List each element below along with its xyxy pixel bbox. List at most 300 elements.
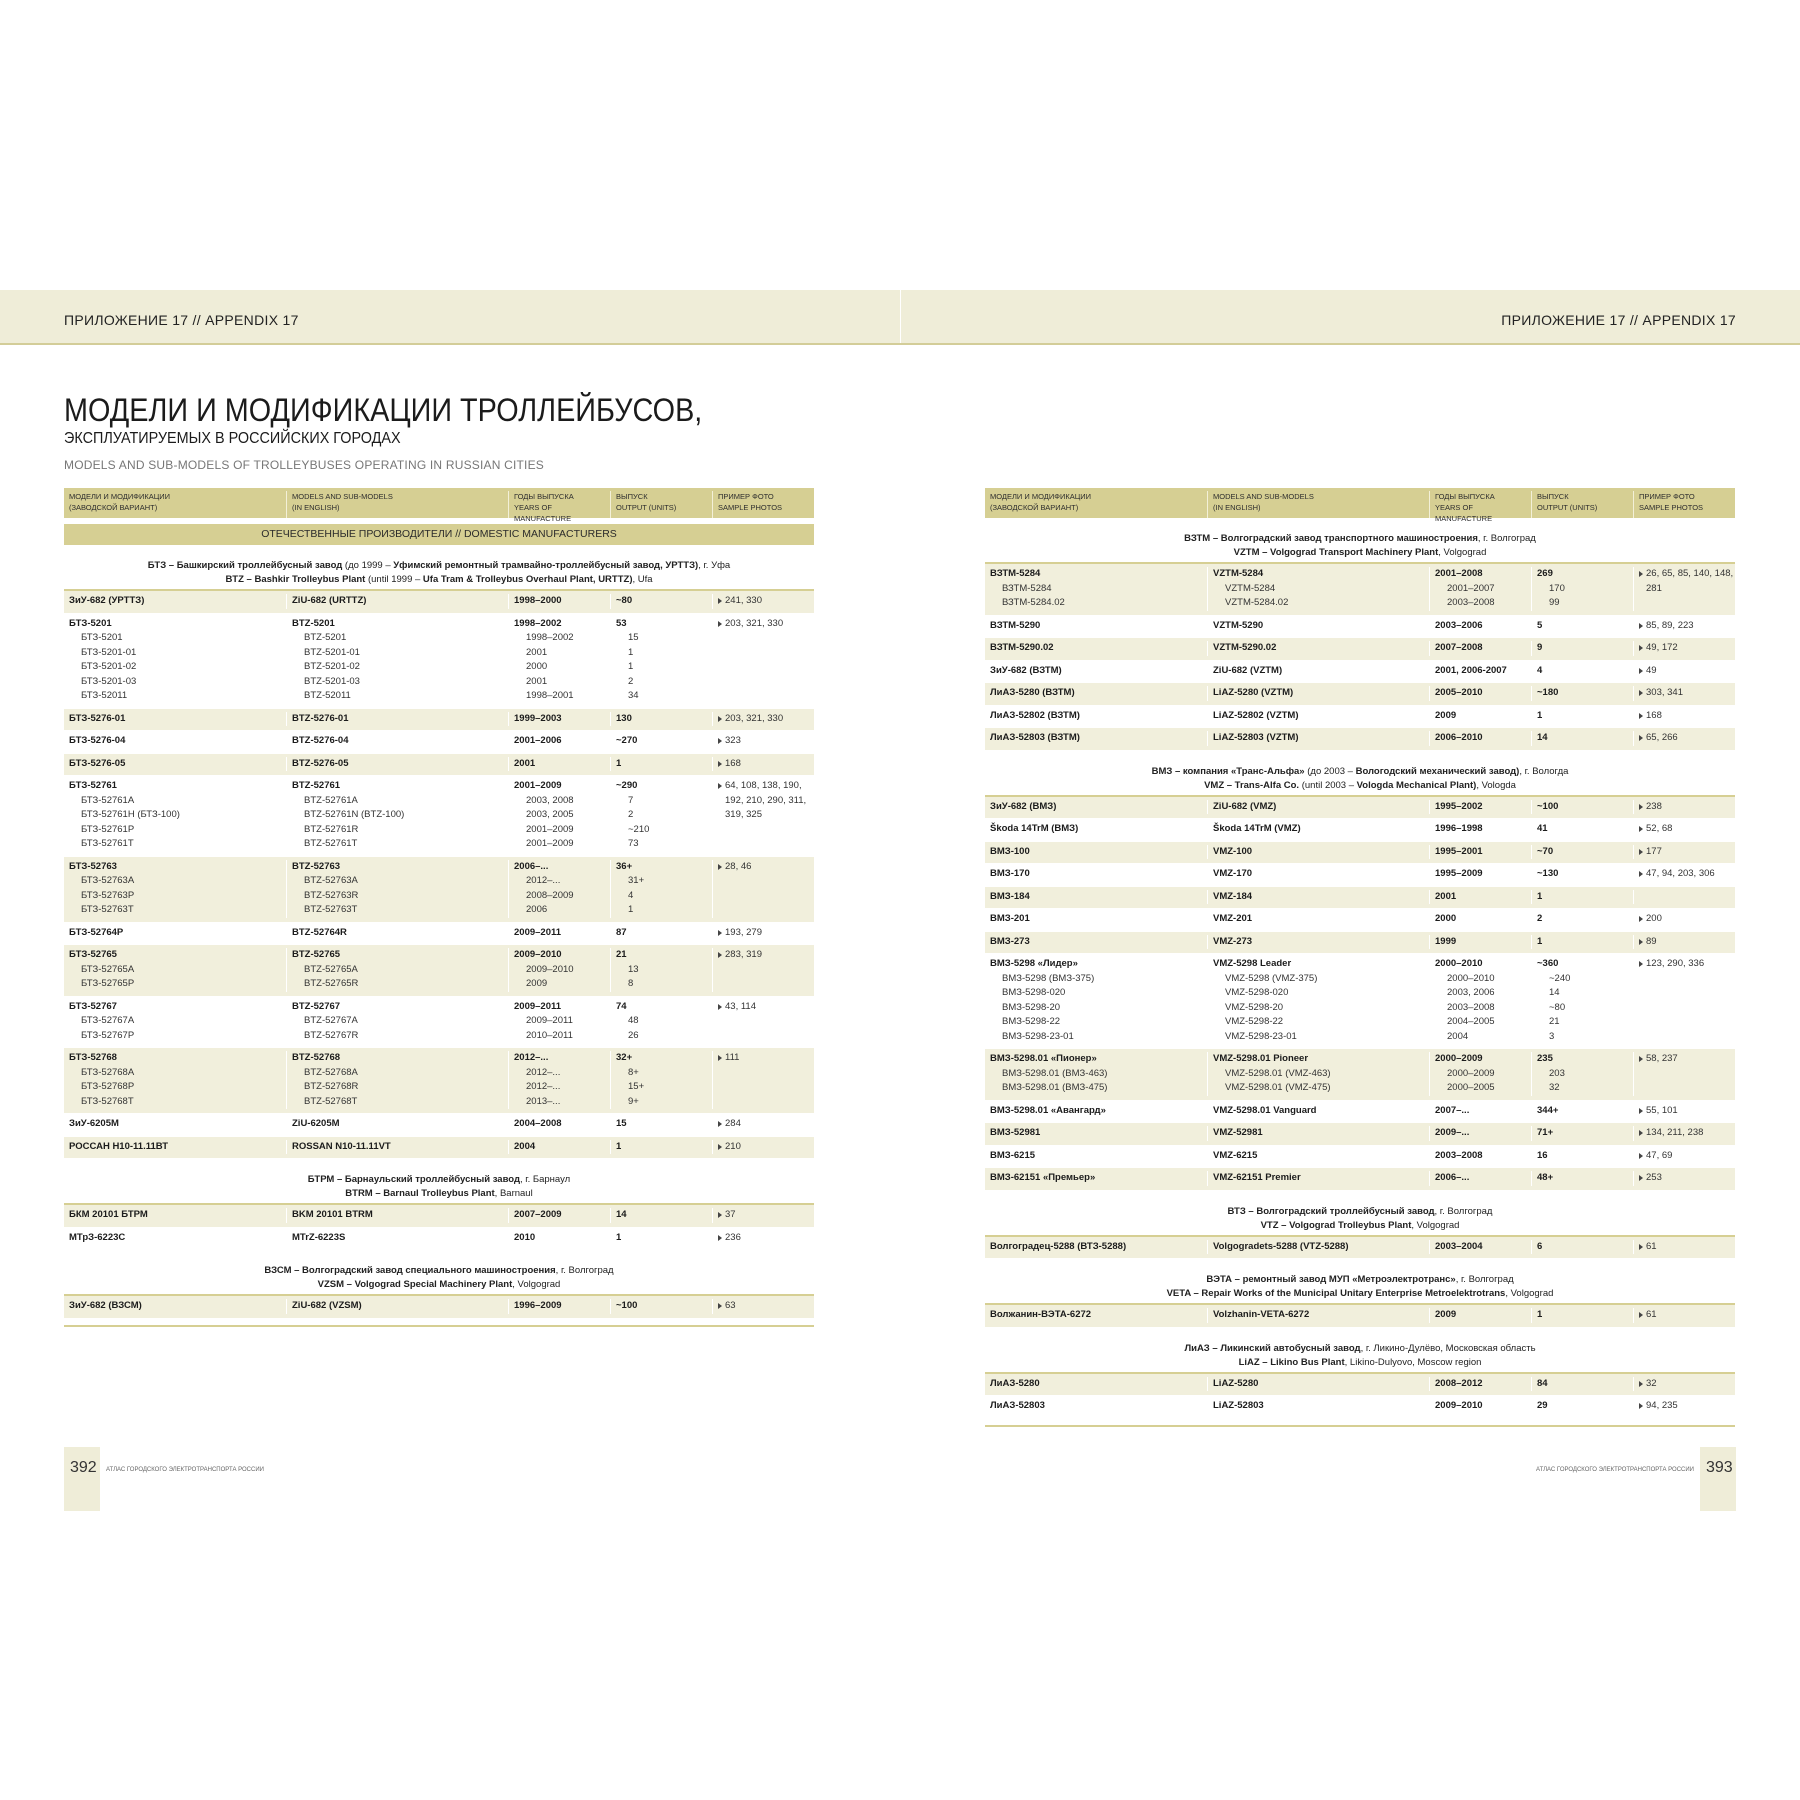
- sample-photos: 89: [1639, 935, 1735, 950]
- cell-years: [508, 1299, 610, 1314]
- cell-model-en: [1207, 845, 1429, 860]
- cell-photos: [1633, 709, 1735, 724]
- cell-model-ru: [985, 1240, 1207, 1255]
- cell-output: [610, 1208, 712, 1223]
- years: 2006–...: [514, 860, 549, 872]
- manufacturer-en-bold: VMZ – Trans-Alfa Co.: [1204, 779, 1300, 791]
- cell-years: [508, 1051, 610, 1109]
- submodel-years: 2001–2009: [526, 838, 574, 849]
- cell-years: [1429, 845, 1531, 860]
- submodel-en: BTZ-52765A: [304, 963, 358, 975]
- manufacturer-name-ru: [985, 1205, 1735, 1219]
- cell-output: [1531, 890, 1633, 905]
- submodel-ru: БТЗ-52765А: [81, 963, 135, 975]
- cell-years: [1429, 1104, 1531, 1119]
- cell-model-ru: [64, 594, 286, 609]
- manufacturer-ru-bold: ВЗСМ – Волгоградский завод специального машиностроения: [264, 1265, 556, 1276]
- cell-model-ru: [985, 890, 1207, 905]
- cell-photos: [1633, 686, 1735, 701]
- sample-photos: 203, 321, 330: [718, 617, 814, 632]
- manufacturer-name-ru: [985, 765, 1735, 779]
- submodel-years: 2010–2011: [526, 1029, 573, 1041]
- cell-output: [1531, 567, 1633, 611]
- submodel-output: 13: [628, 963, 639, 975]
- submodel-years: 2009: [526, 978, 548, 989]
- cell-photos: [1633, 845, 1735, 860]
- cell-years: [1429, 664, 1531, 679]
- cell-model-en: [1207, 1240, 1429, 1255]
- cell-output: [1531, 1052, 1633, 1096]
- submodel-ru: БТЗ-52761Н (БТЗ-100): [81, 809, 180, 820]
- manufacturer-ru-city: , г. Барнаул: [520, 1174, 571, 1185]
- model-en: MTrZ-6223S: [292, 1231, 346, 1243]
- cell-output: [610, 1000, 712, 1044]
- manufacturer-ru-city: , г. Волгоград: [1455, 1274, 1514, 1285]
- model-ru: ВМЗ-52981: [990, 1127, 1041, 1138]
- cell-years: [1429, 935, 1531, 950]
- years: 2001, 2006-2007: [1435, 664, 1507, 676]
- sample-photos: 65, 266: [1639, 731, 1735, 746]
- submodel-years: 2003, 2006: [1447, 987, 1495, 998]
- cell-photos: [1633, 1377, 1735, 1392]
- cell-output: [1531, 641, 1633, 656]
- cell-output: [1531, 935, 1633, 950]
- model-en: VMZ-100: [1213, 845, 1253, 857]
- col-photos-ru: ПРИМЕР ФОТО: [718, 492, 774, 501]
- table-row: [64, 754, 814, 777]
- cell-photos: [712, 1208, 814, 1223]
- output: ~100: [1537, 800, 1559, 812]
- page-subtitle-english: MODELS AND SUB-MODELS OF TROLLEYBUSES OPERATING IN RUSSIAN CITIES: [64, 458, 544, 472]
- cell-output: [1531, 686, 1633, 701]
- model-ru: ВМЗ-5298.01 «Пионер»: [990, 1053, 1097, 1064]
- table-row: [64, 731, 814, 754]
- submodel-output: 73: [628, 838, 639, 849]
- models-table-right: [985, 488, 1735, 1427]
- years: 2006–2010: [1435, 732, 1483, 743]
- model-ru: ВМЗ-170: [990, 868, 1030, 879]
- col-models-ru-note: (ЗАВОДСКОЙ ВАРИАНТ): [69, 503, 158, 512]
- submodel-years: 2009–2010: [526, 963, 574, 975]
- col-years-ru: ГОДЫ ВЫПУСКА: [1435, 492, 1495, 501]
- submodel-output: 1: [628, 646, 634, 658]
- submodel-years: 2004: [1447, 1030, 1469, 1042]
- manufacturer-name-en: [985, 1287, 1735, 1301]
- cell-photos: [712, 926, 814, 941]
- manufacturer-en-bold: BTRM – Barnaul Trolleybus Plant: [345, 1188, 495, 1199]
- model-en: BKM 20101 BTRM: [292, 1209, 373, 1220]
- col-years-en: YEARS OF MANUFACTURE: [1435, 503, 1493, 523]
- table-row: [64, 1114, 814, 1137]
- submodel-ru: БТЗ-52768А: [81, 1066, 135, 1078]
- model-ru: БКМ 20101 БТРМ: [69, 1209, 148, 1220]
- sample-photos: 58, 237: [1639, 1052, 1735, 1067]
- output: 9: [1537, 642, 1543, 653]
- submodel-ru: БТЗ-5201-02: [81, 661, 137, 672]
- model-en: BTZ-52763: [292, 860, 341, 872]
- sample-photos: 241, 330: [718, 594, 814, 609]
- cell-output: [1531, 1399, 1633, 1414]
- cell-model-en: [286, 712, 508, 727]
- cell-photos: [712, 779, 814, 852]
- output: ~130: [1537, 868, 1559, 879]
- sample-photos: 253: [1639, 1171, 1735, 1186]
- submodel-en: VMZ-5298 (VMZ-375): [1225, 972, 1318, 984]
- model-en: VMZ-170: [1213, 868, 1253, 879]
- cell-years: [508, 1117, 610, 1132]
- table-row: [985, 1396, 1735, 1419]
- model-ru: БТЗ-5276-01: [69, 712, 126, 724]
- col-models-en: MODELS AND SUB-MODELS: [1213, 492, 1314, 501]
- manufacturer-en-bold: VETA – Repair Works of the Municipal Unitary Enterprise Metroelektrotrans: [1166, 1288, 1506, 1299]
- model-ru: МТрЗ-6223С: [69, 1231, 126, 1243]
- years: 2004: [514, 1140, 536, 1152]
- model-en: LiAZ-52802 (VZTM): [1213, 709, 1299, 721]
- model-ru: Škoda 14TrM (ВМЗ): [990, 823, 1079, 834]
- years: 2005–2010: [1435, 687, 1483, 698]
- table-row: [64, 945, 814, 997]
- output: 344+: [1537, 1104, 1559, 1116]
- manufacturer-en-city: , Volgograd: [1411, 1219, 1460, 1231]
- output: 1: [616, 1231, 622, 1243]
- cell-photos: [1633, 1104, 1735, 1119]
- model-en: VMZ-5298.01 Vanguard: [1213, 1104, 1317, 1116]
- table-row: [985, 1305, 1735, 1328]
- submodel-output: 8: [628, 978, 634, 989]
- sample-photos: 64, 108, 138, 190, 192, 210, 290, 311, 319, 325: [718, 779, 814, 823]
- submodel-years: 2001–2009: [526, 823, 574, 835]
- output: 14: [616, 1209, 627, 1220]
- model-en: VZTM-5284: [1213, 568, 1264, 579]
- sample-photos: 123, 290, 336: [1639, 957, 1735, 972]
- submodel-output: 2: [628, 809, 634, 820]
- sample-photos: 49: [1639, 664, 1735, 679]
- output: 1: [1537, 890, 1543, 902]
- cell-photos: [712, 860, 814, 918]
- cell-photos: [1633, 1240, 1735, 1255]
- submodel-en: BTZ-52761N (BTZ-100): [304, 809, 405, 820]
- years: 2009–...: [1435, 1127, 1470, 1138]
- sample-photos: 37: [718, 1208, 814, 1223]
- cell-model-en: [1207, 731, 1429, 746]
- submodel-output: 8+: [628, 1066, 639, 1078]
- manufacturer-name-ru: [64, 1173, 814, 1187]
- cell-years: [1429, 567, 1531, 611]
- cell-model-ru: [985, 686, 1207, 701]
- cell-model-ru: [64, 1299, 286, 1314]
- col-photos-en: SAMPLE PHOTOS: [1639, 503, 1704, 512]
- cell-output: [1531, 800, 1633, 815]
- sample-photos: 111: [718, 1051, 814, 1066]
- output: 6: [1537, 1240, 1543, 1252]
- manufacturer-en-note: (until 2003 –: [1299, 779, 1357, 791]
- sample-photos: 94, 235: [1639, 1399, 1735, 1414]
- cell-model-en: [1207, 1052, 1429, 1096]
- cell-model-ru: [64, 1231, 286, 1246]
- model-ru: Волгоградец-5288 (ВТЗ-5288): [990, 1240, 1127, 1252]
- output: ~290: [616, 780, 638, 791]
- cell-years: [1429, 957, 1531, 1044]
- cell-years: [1429, 1399, 1531, 1414]
- submodel-output: 9+: [628, 1095, 639, 1107]
- cell-model-en: [286, 1208, 508, 1223]
- model-en: ROSSAN N10-11.11VT: [292, 1140, 391, 1152]
- model-en: VMZ-5298 Leader: [1213, 958, 1292, 969]
- model-en: BTZ-52768: [292, 1052, 341, 1063]
- model-en: VMZ-6215: [1213, 1149, 1258, 1161]
- years: 2007–2008: [1435, 642, 1483, 653]
- model-en: VMZ-184: [1213, 890, 1253, 902]
- model-en: BTZ-5201: [292, 617, 335, 629]
- cell-photos: [712, 594, 814, 609]
- cell-output: [1531, 731, 1633, 746]
- model-en: LiAZ-5280 (VZTM): [1213, 687, 1294, 698]
- model-en: BTZ-52765: [292, 949, 341, 960]
- sample-photos: 47, 69: [1639, 1149, 1735, 1164]
- model-ru: ЛиАЗ-5280: [990, 1377, 1040, 1389]
- cell-output: [1531, 664, 1633, 679]
- submodel-ru: ВМЗ-5298.01 (ВМЗ-463): [1002, 1067, 1108, 1079]
- submodel-en: BTZ-5201-03: [304, 675, 360, 687]
- years: 1999–2003: [514, 712, 562, 724]
- cell-photos: [1633, 800, 1735, 815]
- cell-model-en: [1207, 1126, 1429, 1141]
- manufacturer-en-city: , Volgograd: [512, 1279, 561, 1290]
- submodel-ru: БТЗ-5201-03: [81, 675, 137, 687]
- cell-years: [508, 617, 610, 704]
- model-ru: БТЗ-52763: [69, 860, 117, 872]
- submodel-output: 26: [628, 1029, 639, 1041]
- table-end-rule: [985, 1425, 1735, 1427]
- table-row: [985, 638, 1735, 661]
- manufacturer-name-en: [985, 546, 1735, 560]
- cell-years: [508, 1140, 610, 1155]
- sample-photos: 26, 65, 85, 140, 148, 281: [1639, 567, 1735, 596]
- submodel-years: 2004–2005: [1447, 1016, 1495, 1027]
- submodel-output: 2: [628, 675, 634, 687]
- cell-years: [1429, 912, 1531, 927]
- submodel-output: ~210: [628, 823, 650, 835]
- table-row: [64, 1048, 814, 1114]
- cell-output: [1531, 1149, 1633, 1164]
- cell-model-ru: [64, 1051, 286, 1109]
- submodel-en: VMZ-5298-23-01: [1225, 1030, 1297, 1042]
- model-en: LiAZ-52803: [1213, 1400, 1264, 1411]
- table-row: [985, 842, 1735, 865]
- model-en: BTZ-5276-04: [292, 735, 349, 746]
- cell-photos: [712, 1299, 814, 1314]
- cell-model-en: [1207, 957, 1429, 1044]
- years: 1996–2009: [514, 1300, 562, 1311]
- years: 2006–...: [1435, 1172, 1470, 1183]
- cell-years: [1429, 1240, 1531, 1255]
- submodel-ru: ВМЗ-5298 (ВМЗ-375): [1002, 972, 1095, 984]
- submodel-years: 2001–2007: [1447, 582, 1495, 594]
- cell-output: [1531, 1171, 1633, 1186]
- model-en: BTZ-52761: [292, 780, 341, 791]
- cell-output: [1531, 1308, 1633, 1323]
- cell-model-en: [1207, 709, 1429, 724]
- model-en: BTZ-5276-05: [292, 757, 349, 769]
- cell-model-en: [286, 948, 508, 992]
- cell-photos: [712, 948, 814, 992]
- model-ru: БТЗ-5276-05: [69, 757, 126, 769]
- submodel-output: 32: [1549, 1082, 1560, 1093]
- page-number-right-tab: [1700, 1447, 1736, 1511]
- submodel-ru: ВМЗ-5298.01 (ВМЗ-475): [1002, 1082, 1108, 1093]
- cell-output: [610, 1117, 712, 1132]
- model-ru: БТЗ-5276-04: [69, 735, 126, 746]
- sample-photos: 49, 172: [1639, 641, 1735, 656]
- table-row: [985, 819, 1735, 842]
- cell-model-ru: [985, 1308, 1207, 1323]
- cell-years: [508, 1231, 610, 1246]
- sample-photos: 63: [718, 1299, 814, 1314]
- submodel-years: 2003–2008: [1447, 1001, 1495, 1013]
- cell-model-en: [1207, 1149, 1429, 1164]
- atlas-title-left: АТЛАС ГОРОДСКОГО ЭЛЕКТРОТРАНСПОРТА РОССИИ: [106, 1467, 264, 1473]
- years: 2000: [1435, 913, 1457, 924]
- appendix-label-left: ПРИЛОЖЕНИЕ 17 // APPENDIX 17: [64, 312, 299, 328]
- sample-photos: 85, 89, 223: [1639, 619, 1735, 634]
- submodel-years: 2001: [526, 675, 548, 687]
- cell-output: [1531, 957, 1633, 1044]
- model-en: VMZ-62151 Premier: [1213, 1172, 1301, 1183]
- cell-model-en: [286, 734, 508, 749]
- submodel-ru: БТЗ-52767Р: [81, 1029, 135, 1041]
- submodel-en: BTZ-52761A: [304, 794, 358, 806]
- col-output-en: OUTPUT (UNITS): [1537, 503, 1598, 512]
- cell-years: [1429, 1308, 1531, 1323]
- output: 16: [1537, 1149, 1548, 1161]
- output: ~100: [616, 1300, 638, 1311]
- cell-model-ru: [64, 948, 286, 992]
- sample-photos: 323: [718, 734, 814, 749]
- table-row: [64, 591, 814, 614]
- output: 41: [1537, 823, 1548, 834]
- cell-model-ru: [64, 1208, 286, 1223]
- cell-model-en: [1207, 1377, 1429, 1392]
- table-row: [985, 1049, 1735, 1101]
- model-ru: БТЗ-52765: [69, 949, 117, 960]
- model-ru: БТЗ-52768: [69, 1052, 117, 1063]
- submodel-en: BTZ-52767R: [304, 1029, 359, 1041]
- table-row: [985, 1168, 1735, 1191]
- submodel-en: VMZ-5298.01 (VMZ-475): [1225, 1082, 1331, 1093]
- cell-model-ru: [985, 845, 1207, 860]
- manufacturer-name-ru: [985, 1342, 1735, 1356]
- cell-model-ru: [985, 1052, 1207, 1096]
- submodel-en: VMZ-5298-020: [1225, 987, 1289, 998]
- manufacturer-name-ru: [64, 559, 814, 573]
- table-row: [985, 683, 1735, 706]
- table-row: [985, 1374, 1735, 1397]
- page-number-left: 392: [70, 1459, 97, 1476]
- model-ru: БТЗ-52761: [69, 780, 117, 791]
- manufacturer-en-bold: VTZ – Volgograd Trolleybus Plant: [1260, 1219, 1412, 1231]
- manufacturer-name-ru: [985, 532, 1735, 546]
- cell-years: [508, 926, 610, 941]
- model-en: VZTM-5290.02: [1213, 642, 1277, 653]
- table-row: [64, 923, 814, 946]
- model-ru: БТЗ-52767: [69, 1000, 117, 1012]
- col-models-en-note: (IN ENGLISH): [1213, 503, 1261, 512]
- manufacturer-heading: [64, 545, 814, 591]
- model-en: ZiU-6205M: [292, 1118, 340, 1129]
- output: 14: [1537, 732, 1548, 743]
- model-en: VMZ-5298.01 Pioneer: [1213, 1053, 1309, 1064]
- submodel-years: 2003–2008: [1447, 597, 1495, 608]
- cell-photos: [1633, 1126, 1735, 1141]
- cell-output: [1531, 845, 1633, 860]
- years: 2009: [1435, 1309, 1457, 1320]
- manufacturer-en-city: , Likino-Dulyovo, Moscow region: [1344, 1356, 1482, 1368]
- appendix-label-right: ПРИЛОЖЕНИЕ 17 // APPENDIX 17: [1501, 312, 1736, 328]
- cell-model-en: [286, 1000, 508, 1044]
- model-en: BTZ-52767: [292, 1000, 341, 1012]
- sample-photos: 52, 68: [1639, 822, 1735, 837]
- manufacturer-ru-bold: ВЗТМ – Волгоградский завод транспортного машиностроения: [1184, 533, 1478, 544]
- submodel-en: BTZ-52761R: [304, 823, 359, 835]
- years: 2010: [514, 1231, 536, 1243]
- table-row: [985, 909, 1735, 932]
- years: 1998–2002: [514, 617, 562, 629]
- manufacturer-name-en: [64, 1187, 814, 1201]
- submodel-ru: ВМЗ-5298-23-01: [1002, 1030, 1074, 1042]
- submodel-years: 2006: [526, 904, 548, 915]
- cell-years: [1429, 1149, 1531, 1164]
- page-gutter: [900, 290, 901, 343]
- col-photos-en: SAMPLE PHOTOS: [718, 503, 783, 512]
- cell-output: [610, 712, 712, 727]
- sample-photos: 28, 46: [718, 860, 814, 875]
- manufacturer-en-former: Vologda Mechanical Plant): [1356, 779, 1477, 791]
- cell-model-ru: [985, 800, 1207, 815]
- table-row: [64, 709, 814, 732]
- manufacturer-heading: [985, 1328, 1735, 1374]
- col-models-en-note: (IN ENGLISH): [292, 503, 340, 512]
- submodel-years: 2000–2010: [1447, 972, 1495, 984]
- table-row: [985, 1123, 1735, 1146]
- cell-model-ru: [985, 1149, 1207, 1164]
- cell-years: [508, 779, 610, 852]
- submodel-en: BTZ-52763R: [304, 889, 359, 901]
- cell-model-en: [1207, 1171, 1429, 1186]
- cell-model-ru: [64, 779, 286, 852]
- cell-years: [1429, 709, 1531, 724]
- cell-model-en: [286, 594, 508, 609]
- years: 2001: [1435, 890, 1457, 902]
- manufacturer-ru-bold: ЛиАЗ – Ликинский автобусный завод: [1184, 1342, 1361, 1354]
- years: 2009–2011: [514, 1000, 562, 1012]
- sample-photos: 284: [718, 1117, 814, 1132]
- cell-photos: [1633, 641, 1735, 656]
- submodel-en: BTZ-52761T: [304, 838, 358, 849]
- table-row: [985, 661, 1735, 684]
- sample-photos: 55, 101: [1639, 1104, 1735, 1119]
- cell-model-en: [1207, 567, 1429, 611]
- years: 2007–...: [1435, 1104, 1470, 1116]
- cell-model-en: [1207, 641, 1429, 656]
- submodel-output: 1: [628, 904, 634, 915]
- cell-model-en: [1207, 1399, 1429, 1414]
- manufacturer-en-note: (until 1999 –: [365, 574, 423, 585]
- cell-photos: [712, 1140, 814, 1155]
- output: 74: [616, 1000, 627, 1012]
- submodel-output: 48: [628, 1015, 639, 1026]
- cell-model-en: [286, 860, 508, 918]
- model-en: VMZ-52981: [1213, 1127, 1263, 1138]
